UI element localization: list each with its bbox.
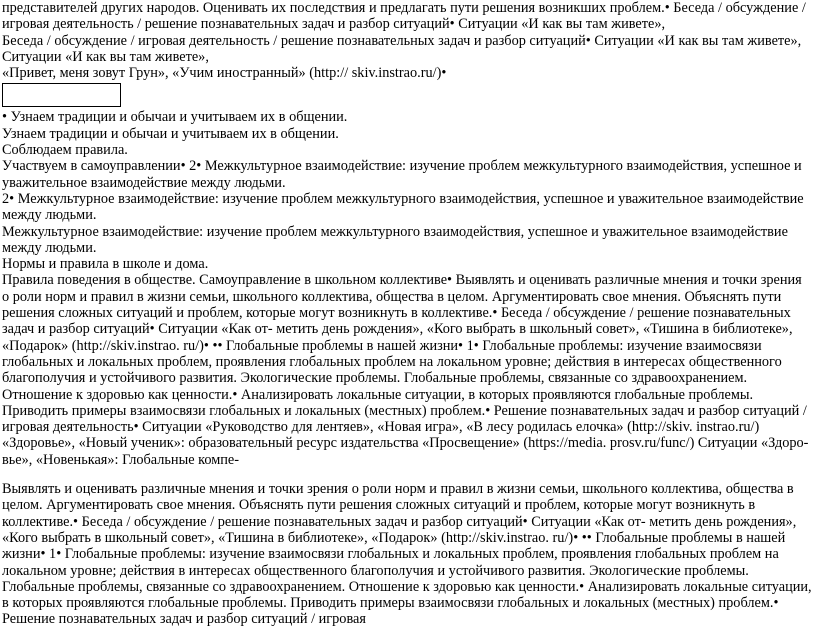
paragraph-2: Беседа / обсуждение / игровая деятельность / решение познавательных задач и разбор ситуаций• Ситуации «И как вы там живете», Ситуации «И как вы там живете», bbox=[2, 32, 802, 65]
paragraph-11: Правила поведения в обществе. Самоуправление в школьном коллективе• Выявлять и оценивать различные мнения и точки зрения о роли норм и правил в жизни семьи, школьного коллектива, общества в целом. Аргументировать свое мнения. Объяснять пути решения сложных ситуаций и проблем, которые могут возникнуть в коллективе.• Беседа / обсуждение / решение познавательных задач и разбор ситуаций• Ситуации «Как от- метить день рождения», «Кого выбрать в школьный совет», «Тишина в библиотеке», «Подарок» (http://skiv.instrao. ru/)• •• Глобальные проблемы в нашей жизни• 1• Глобальные проблемы: изучение взаимосвязи глобальных и локальных проблем, проявления глобальных проблем на локальном уровне; действия в интересах общественного благополучия и устойчивого развития. Экологические проблемы. Глобальные проблемы, связанные со здравоохранением. Отношение к здоровью как ценности.• Анализировать локальные ситуации, в которых проявляются глобальные проблемы. Приводить примеры взаимосвязи глобальных и локальных (местных) проблем.• Решение познавательных задач и разбор ситуаций / игровая деятельность• Ситуации «Руководство для лентяев», «Новая игра», «В лесу родилась елочка» (http://skiv. instrao.ru/) «Здоровье», «Новый ученик»: образовательный ресурс издательства «Просвещение» (https://media. prosv.ru/func/) Ситуации «Здоро- вье», «Новенькая»: Глобальные компе- bbox=[2, 272, 809, 468]
paragraph-9: Межкультурное взаимодействие: изучение проблем межкультурного взаимодействия, успешное и уважительное взаимодействие между людьми. bbox=[2, 223, 788, 256]
paragraph-5: Узнаем традиции и обычаи и учитываем их в общении. bbox=[2, 125, 339, 142]
paragraph-7: Участвуем в самоуправлении• 2• Межкультурное взаимодействие: изучение проблем межкультурного взаимодействия, успешное и уважительное взаимодействие между людьми. bbox=[2, 158, 802, 191]
paragraph-1: представителей других народов. Оценивать их последствия и предлагать пути решения возникших проблем.• Беседа / обсуждение / игровая деятельность / решение познавательных задач и разбор ситуаций• Ситуации «И как вы там живете», bbox=[2, 0, 806, 33]
paragraph-12: Выявлять и оценивать различные мнения и точки зрения о роли норм и правил в жизни семьи, школьного коллектива, общества в целом. Аргументировать свое мнения. Объяснять пути решения сложных ситуаций и проблем, которые могут возникнуть в коллективе.• Беседа / обсуждение / решение познавательных задач и разбор ситуаций• Ситуации «Как от- метить день рождения», «Кого выбрать в школьный совет», «Тишина в библиотеке», «Подарок» (http://skiv.instrao. ru/)• •• Глобальные проблемы в нашей жизни• 1• Глобальные проблемы: изучение взаимосвязи глобальных и локальных проблем, проявления глобальных проблем на локальном уровне; действия в интересах общественного благополучия и устойчивого развития. Экологические проблемы. Глобальные проблемы, связанные со здравоохранением. Отношение к здоровью как ценности.• Анализировать локальные ситуации, в которых проявляются глобальные проблемы. Приводить примеры взаимосвязи глобальных и локальных (местных) проблем.• Решение познавательных задач и разбор ситуаций / игровая bbox=[2, 481, 812, 628]
paragraph-4: • Узнаем традиции и обычаи и учитываем их в общении. bbox=[2, 109, 348, 126]
paragraph-gap bbox=[2, 468, 812, 481]
paragraph-6: Соблюдаем правила. bbox=[2, 142, 128, 159]
paragraph-8: 2• Межкультурное взаимодействие: изучение проблем межкультурного взаимодействия, успешное и уважительное взаимодействие между людьми. bbox=[2, 190, 804, 224]
paragraph-3: «Привет, меня зовут Грун», «Учим иностранный» (http:// skiv.instrao.ru/)• bbox=[2, 65, 447, 82]
empty-text-box bbox=[2, 83, 121, 107]
paragraph-10: Нормы и правила в школе и дома. bbox=[2, 256, 209, 273]
